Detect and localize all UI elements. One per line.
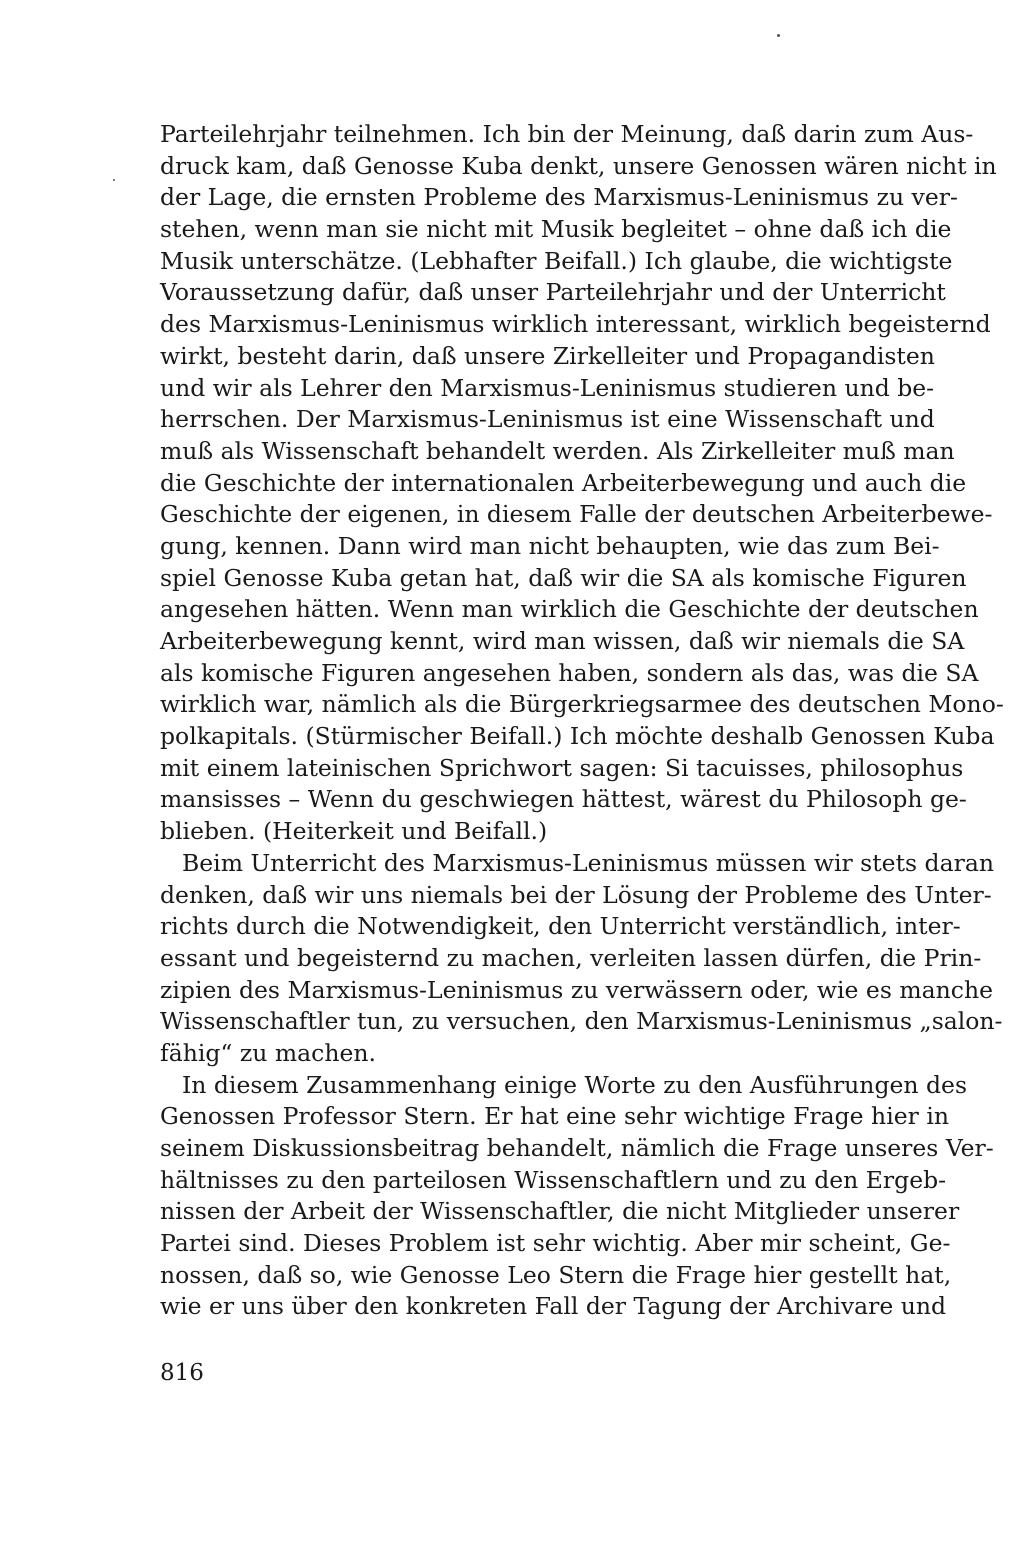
- text-line: wirklich war, nämlich als die Bürgerkriegsarmee des deutschen Mono-: [160, 690, 1004, 719]
- text-line: die Geschichte der internationalen Arbeiterbewegung und auch die: [160, 468, 967, 497]
- text-line: mansisses – Wenn du geschwiegen hättest, wärest du Philosoph ge-: [160, 785, 967, 814]
- text-line: herrschen. Der Marxismus-Leninismus ist eine Wissenschaft und: [160, 405, 935, 434]
- text-line: Wissenschaftler tun, zu versuchen, den Marxismus-Leninismus „salon-: [160, 1007, 1003, 1036]
- text-line: nissen der Arbeit der Wissenschaftler, die nicht Mitglieder unserer: [160, 1197, 960, 1226]
- text-line: essant und begeisternd zu machen, verleiten lassen dürfen, die Prin-: [160, 943, 982, 972]
- text-line: spiel Genosse Kuba getan hat, daß wir die SA als komische Figuren: [160, 563, 967, 592]
- print-speck: [777, 34, 780, 37]
- text-line: Parteilehrjahr teilnehmen. Ich bin der Meinung, daß darin zum Aus-: [160, 120, 974, 148]
- text-line: In diesem Zusammenhang einige Worte zu den Ausführungen des: [182, 1070, 968, 1099]
- text-line: stehen, wenn man sie nicht mit Musik begleitet – ohne daß ich die: [160, 215, 952, 244]
- text-line: Musik unterschätze. (Lebhafter Beifall.) Ich glaube, die wichtigste: [160, 246, 953, 275]
- text-line: als komische Figuren angesehen haben, sondern als das, was die SA: [160, 658, 979, 687]
- page-number: 816: [160, 1360, 204, 1386]
- text-line: mit einem lateinischen Sprichwort sagen: Si tacuisses, philosophus: [160, 753, 964, 782]
- text-line: druck kam, daß Genosse Kuba denkt, unsere Genossen wären nicht in: [160, 151, 997, 180]
- text-line: Voraussetzung dafür, daß unser Parteilehrjahr und der Unterricht: [160, 278, 946, 307]
- text-line: angesehen hätten. Wenn man wirklich die Geschichte der deutschen: [160, 595, 979, 624]
- text-line: muß als Wissenschaft behandelt werden. Als Zirkelleiter muß man: [160, 436, 955, 465]
- body-text: [160, 119, 1004, 1323]
- text-line: wirkt, besteht darin, daß unsere Zirkelleiter und Propagandisten: [160, 341, 935, 370]
- text-line: der Lage, die ernsten Probleme des Marxismus-Leninismus zu ver-: [160, 183, 958, 212]
- text-line: denken, daß wir uns niemals bei der Lösung der Probleme des Unter-: [160, 880, 992, 909]
- text-line: fähig“ zu machen.: [160, 1038, 376, 1067]
- text-line: zipien des Marxismus-Leninismus zu verwässern oder, wie es manche: [160, 975, 993, 1004]
- text-line: des Marxismus-Leninismus wirklich interessant, wirklich begeisternd: [160, 310, 991, 339]
- text-line: Partei sind. Dieses Problem ist sehr wichtig. Aber mir scheint, Ge-: [160, 1229, 951, 1258]
- text-line: Arbeiterbewegung kennt, wird man wissen, daß wir niemals die SA: [160, 627, 965, 655]
- text-line: polkapitals. (Stürmischer Beifall.) Ich möchte deshalb Genossen Kuba: [160, 722, 995, 751]
- text-line: Genossen Professor Stern. Er hat eine sehr wichtige Frage hier in: [160, 1102, 949, 1131]
- text-line: nossen, daß so, wie Genosse Leo Stern die Frage hier gestellt hat,: [160, 1260, 952, 1289]
- text-line: richts durch die Notwendigkeit, den Unterricht verständlich, inter-: [160, 912, 961, 941]
- text-line: Geschichte der eigenen, in diesem Falle der deutschen Arbeiterbewe-: [160, 500, 993, 529]
- text-line: gung, kennen. Dann wird man nicht behaupten, wie das zum Bei-: [160, 531, 940, 560]
- text-line: und wir als Lehrer den Marxismus-Leninismus studieren und be-: [160, 373, 935, 402]
- text-line: seinem Diskussionsbeitrag behandelt, nämlich die Frage unseres Ver-: [160, 1134, 994, 1162]
- print-speck: [113, 179, 115, 181]
- text-line: wie er uns über den konkreten Fall der Tagung der Archivare und: [160, 1292, 947, 1321]
- text-line: hältnisses zu den parteilosen Wissenschaftlern und zu den Ergeb-: [160, 1165, 947, 1194]
- text-line: Beim Unterricht des Marxismus-Leninismus müssen wir stets daran: [182, 848, 994, 877]
- text-line: blieben. (Heiterkeit und Beifall.): [160, 817, 548, 846]
